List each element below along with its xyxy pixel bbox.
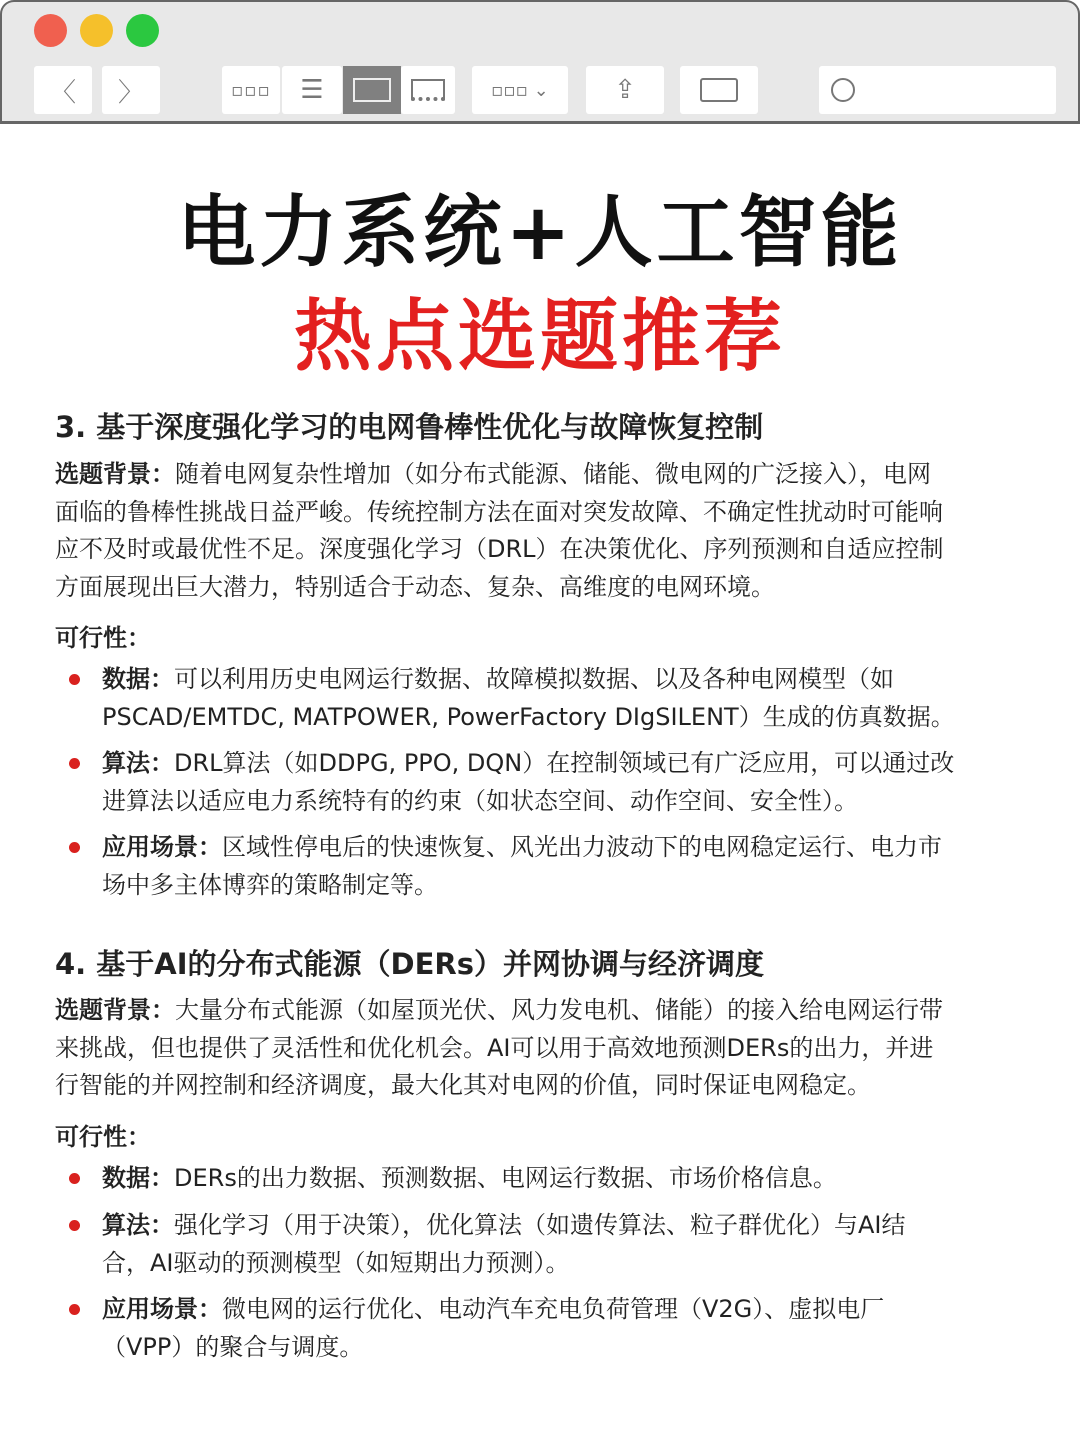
forward-button[interactable] bbox=[102, 66, 160, 114]
bullet-icon bbox=[69, 1304, 80, 1315]
text-line: 进算法以适应电力系统特有的约束（如状态空间、动作空间、安全性）。 bbox=[102, 786, 858, 815]
text-line: DERs的出力数据、预测数据、电网运行数据、市场价格信息。 bbox=[174, 1164, 837, 1192]
bullet-icon bbox=[69, 674, 80, 685]
search-icon bbox=[831, 78, 855, 102]
close-button[interactable] bbox=[34, 14, 67, 47]
text-line: 应不及时或最优性不足。深度强化学习（DRL）在决策优化、序列预测和自适应控制 bbox=[55, 535, 944, 563]
background-label: 选题背景： bbox=[55, 460, 175, 488]
list-view-icon: ☰ bbox=[300, 75, 324, 105]
text-line: 大量分布式能源（如屋顶光伏、风力发电机、储能）的接入给电网运行带 bbox=[175, 996, 943, 1024]
bullet-icon bbox=[69, 1173, 80, 1184]
maximize-button[interactable] bbox=[126, 14, 159, 47]
list-item bbox=[102, 1160, 837, 1198]
item-label: 数据： bbox=[102, 665, 174, 693]
share-icon: ⇪ bbox=[614, 75, 636, 105]
bullet-icon bbox=[69, 758, 80, 769]
tag-icon bbox=[700, 78, 738, 102]
group-button[interactable] bbox=[472, 66, 568, 114]
section-heading: 3. 基于深度强化学习的电网鲁棒性优化与故障恢复控制 bbox=[55, 410, 764, 444]
text-line: DRL算法（如DDPG, PPO, DQN）在控制领域已有广泛应用，可以通过改 bbox=[174, 749, 955, 777]
forward-icon: 〉 bbox=[117, 77, 144, 108]
item-label: 算法： bbox=[102, 1211, 174, 1239]
text-line: 可以利用历史电网运行数据、故障模拟数据、以及各种电网模型（如 bbox=[174, 665, 894, 693]
item-label: 算法： bbox=[102, 749, 174, 777]
grid-view-button[interactable] bbox=[222, 66, 280, 114]
page-subtitle: 热点选题推荐 bbox=[293, 292, 786, 382]
background-label: 选题背景： bbox=[55, 996, 175, 1024]
gallery-view-icon bbox=[411, 79, 445, 101]
feasibility-label: 可行性： bbox=[55, 1123, 151, 1151]
list-item bbox=[102, 1291, 884, 1366]
text-line: 合，AI驱动的预测模型（如短期出力预测）。 bbox=[102, 1248, 570, 1277]
column-view-icon bbox=[353, 78, 391, 102]
item-label: 应用场景： bbox=[102, 1295, 222, 1323]
page-title: 电力系统+人工智能 bbox=[177, 188, 903, 278]
text-line: 来挑战，但也提供了灵活性和优化机会。AI可以用于高效地预测DERs的出力，并进 bbox=[55, 1033, 934, 1062]
list-item bbox=[102, 661, 955, 736]
background-paragraph bbox=[55, 456, 944, 606]
minimize-button[interactable] bbox=[80, 14, 113, 47]
text-line: （VPP）的聚合与调度。 bbox=[102, 1332, 364, 1361]
text-line: PSCAD/EMTDC, MATPOWER, PowerFactory DIgSILENT）生成的仿真数据。 bbox=[102, 702, 955, 731]
list-view-button[interactable] bbox=[282, 66, 342, 114]
item-label: 应用场景： bbox=[102, 833, 222, 861]
bullet-icon bbox=[69, 1220, 80, 1231]
item-label: 数据： bbox=[102, 1164, 174, 1192]
text-line: 场中多主体博弈的策略制定等。 bbox=[102, 870, 438, 899]
text-line: 随着电网复杂性增加（如分布式能源、储能、微电网的广泛接入），电网 bbox=[175, 460, 931, 488]
text-line: 行智能的并网控制和经济调度，最大化其对电网的价值，同时保证电网稳定。 bbox=[55, 1071, 871, 1099]
share-button[interactable] bbox=[586, 66, 664, 114]
text-line: 方面展现出巨大潜力，特别适合于动态、复杂、高维度的电网环境。 bbox=[55, 572, 775, 601]
gallery-view-button[interactable] bbox=[401, 66, 455, 114]
section-heading: 4. 基于AI的分布式能源（DERs）并网协调与经济调度 bbox=[55, 947, 764, 981]
back-icon: 〈 bbox=[49, 77, 76, 108]
text-line: 面临的鲁棒性挑战日益严峻。传统控制方法在面对突发故障、不确定性扰动时可能响 bbox=[55, 497, 943, 526]
text-line: 微电网的运行优化、电动汽车充电负荷管理（V2G）、虚拟电厂 bbox=[222, 1295, 885, 1323]
column-view-button[interactable] bbox=[343, 66, 401, 114]
list-item bbox=[102, 745, 954, 820]
list-item bbox=[102, 1207, 906, 1282]
search-input[interactable] bbox=[819, 66, 1056, 114]
bullet-icon bbox=[69, 842, 80, 853]
text-line: 强化学习（用于决策），优化算法（如遗传算法、粒子群优化）与AI结 bbox=[174, 1211, 906, 1239]
group-icon: ▫▫▫ ⌄ bbox=[491, 79, 549, 101]
grid-view-icon: ▫▫▫ bbox=[231, 79, 271, 101]
tag-button[interactable] bbox=[680, 66, 758, 114]
back-button[interactable] bbox=[34, 66, 92, 114]
window-toolbar bbox=[0, 0, 1080, 124]
list-item bbox=[102, 829, 942, 904]
background-paragraph bbox=[55, 992, 943, 1105]
feasibility-label: 可行性： bbox=[55, 624, 151, 652]
text-line: 区域性停电后的快速恢复、风光出力波动下的电网稳定运行、电力市 bbox=[222, 833, 942, 861]
